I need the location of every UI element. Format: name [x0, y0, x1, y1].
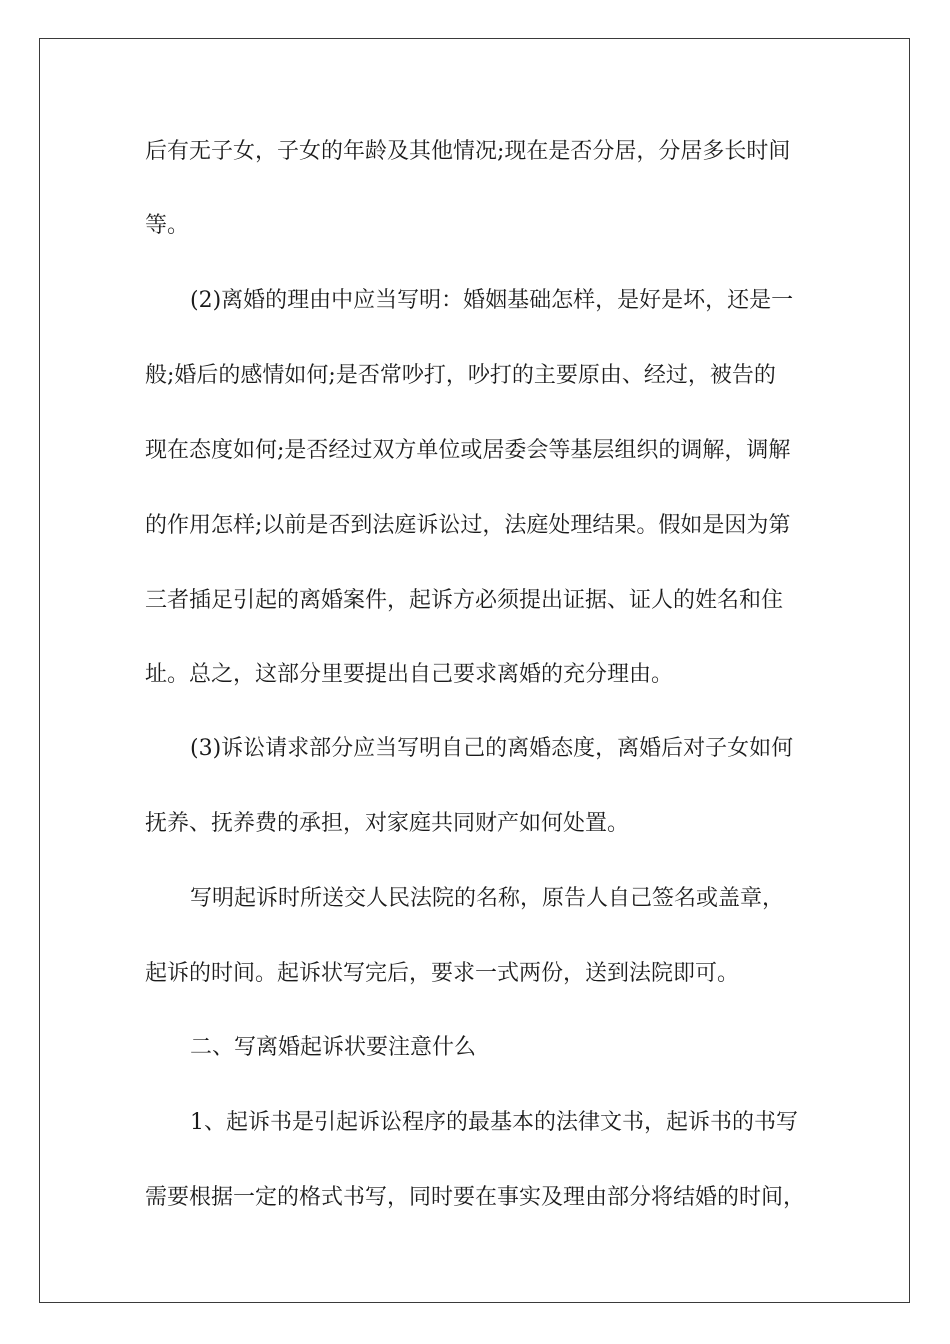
text-line: 的作用怎样;以前是否到法庭诉讼过，法庭处理结果。假如是因为第	[145, 513, 791, 538]
paragraph-3-start: (3)诉讼请求部分应当写明自己的离婚态度，离婚后对子女如何	[190, 736, 794, 761]
text-line: 需要根据一定的格式书写，同时要在事实及理由部分将结婚的时间，	[145, 1185, 806, 1210]
text-line: 址。总之，这部分里要提出自己要求离婚的充分理由。	[145, 662, 674, 687]
text-line: 三者插足引起的离婚案件，起诉方必须提出证据、证人的姓名和住	[145, 588, 784, 613]
text-line: 起诉的时间。起诉状写完后，要求一式两份，送到法院即可。	[145, 961, 740, 986]
paragraph-signature-start: 写明起诉时所送交人民法院的名称，原告人自己签名或盖章，	[190, 886, 785, 911]
text-line: 现在态度如何;是否经过双方单位或居委会等基层组织的调解，调解	[145, 438, 791, 463]
text-line: 抚养、抚养费的承担，对家庭共同财产如何处置。	[145, 811, 630, 836]
text-line: 等。	[145, 213, 190, 238]
section-heading: 二、写离婚起诉状要注意什么	[190, 1035, 477, 1060]
paragraph-item-1-start: 1、起诉书是引起诉讼程序的最基本的法律文书，起诉书的书写	[190, 1110, 798, 1135]
paragraph-2-start: (2)离婚的理由中应当写明：婚姻基础怎样，是好是坏，还是一	[190, 288, 794, 313]
text-line: 后有无子女，子女的年龄及其他情况;现在是否分居，分居多长时间	[145, 139, 791, 164]
text-line: 般;婚后的感情如何;是否常吵打，吵打的主要原由、经过，被告的	[145, 363, 776, 388]
